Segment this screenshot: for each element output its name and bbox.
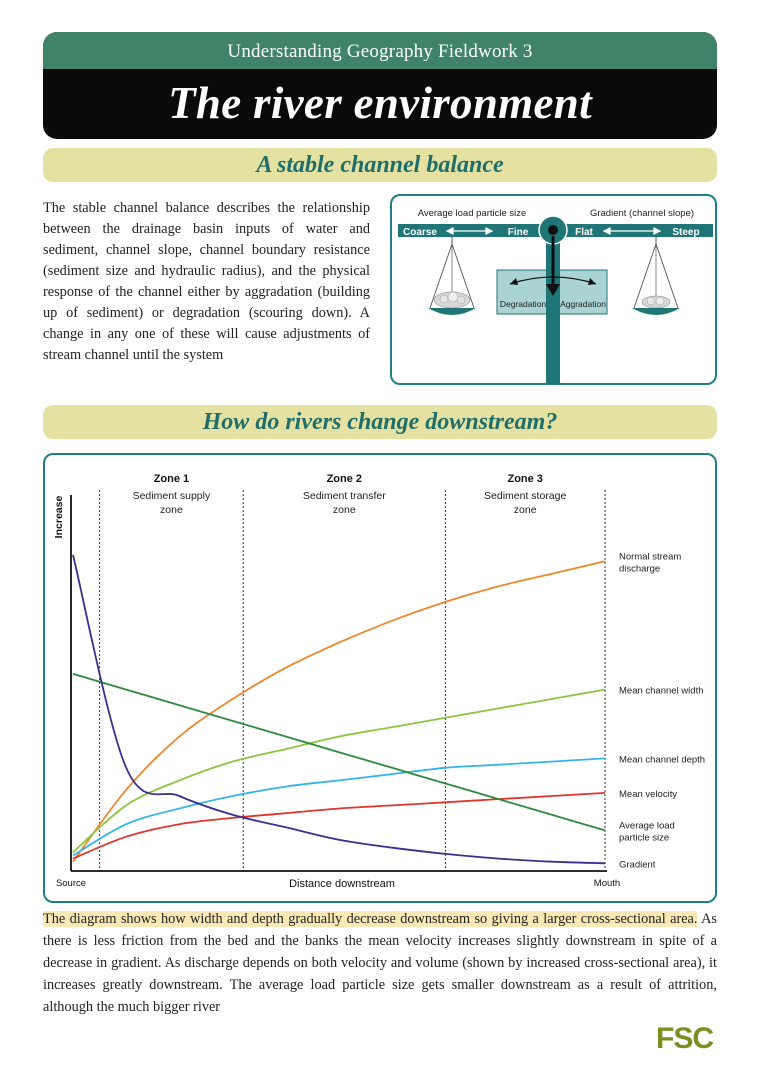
zone-description: zone	[160, 504, 183, 516]
series-line-average-load-particle-size	[73, 674, 605, 831]
right-pan-icon	[632, 237, 680, 315]
series-label: Gradient	[619, 859, 656, 871]
beam-label-steep: Steep	[672, 227, 700, 238]
series-label: particle size	[619, 832, 670, 844]
series-line-gradient	[73, 555, 605, 863]
zone-description: zone	[513, 504, 537, 516]
chart-caption	[43, 908, 717, 1018]
zone-description: Sediment storage	[484, 490, 567, 502]
page-header	[43, 32, 717, 139]
downstream-chart	[43, 453, 717, 903]
zone-title: Zone 3	[507, 473, 543, 485]
downstream-chart-svg	[45, 455, 719, 905]
series-title: Understanding Geography Fieldwork 3	[43, 32, 717, 69]
caption-highlight: The diagram shows how width and depth gradually decrease downstream so giving a larger cross-sectional area.	[43, 911, 698, 927]
scale-label-aggradation: Aggradation	[560, 299, 606, 309]
beam-label-coarse: Coarse	[403, 227, 437, 238]
series-line-mean-velocity	[73, 793, 605, 859]
fsc-logo: FSC	[656, 1022, 713, 1055]
series-line-mean-channel-width	[73, 690, 605, 853]
x-axis-label: Distance downstream	[289, 878, 395, 890]
zone-description: zone	[332, 504, 356, 516]
stable-channel-text: The stable channel balance describes the relationship between the drainage basin inputs of water and sediment, channel slope, channel boundary resistance (sediment size and hydraulic radius), and the physical response of the channel either by aggradation (building up of sediment) or degradation (scouring down). A change in any one of these will cause adjustments of stream channel until the system	[43, 200, 370, 363]
series-label: discharge	[619, 563, 661, 575]
page-title: The river environment	[168, 78, 592, 128]
series-label: Mean channel depth	[619, 754, 706, 766]
balance-diagram-svg	[392, 196, 719, 387]
load-particle-size-label: Average load particle size	[417, 208, 527, 219]
zone-title: Zone 1	[153, 473, 190, 485]
balance-diagram	[390, 194, 717, 385]
zone-title: Zone 2	[326, 473, 363, 485]
caption-body: As there is less friction from the bed and the banks the mean velocity increases slightly downstream in spite of a decrease in gradient. As discharge depends on both velocity and volume (shown by increased cross-sectional area), it increases greatly downstream. The average load particle size gets smaller downstream as a result of attrition, although the much bigger river	[43, 911, 717, 1015]
series-label: Normal stream	[619, 551, 682, 563]
series-line-normal-stream-discharge	[73, 561, 605, 861]
left-pan-icon	[428, 237, 476, 315]
series-label: Mean velocity	[619, 788, 678, 800]
beam-label-flat: Flat	[575, 227, 593, 238]
x-axis-source-label: Source	[55, 878, 87, 889]
pivot-center-icon	[548, 225, 558, 235]
x-axis-mouth-label: Mouth	[593, 878, 621, 889]
series-label: Average load	[619, 820, 675, 832]
section-heading-stable-channel: A stable channel balance	[43, 148, 717, 182]
series-label: Mean channel width	[619, 685, 704, 697]
section-heading-downstream: How do rivers change downstream?	[43, 405, 717, 439]
zone-description: Sediment transfer	[302, 490, 386, 502]
scale-label-degradation: Degradation	[499, 299, 547, 309]
y-axis-label: Increase	[53, 495, 65, 539]
zone-description: Sediment supply	[132, 490, 211, 502]
gradient-label: Gradient (channel slope)	[589, 208, 695, 219]
beam-label-fine: Fine	[507, 227, 529, 238]
